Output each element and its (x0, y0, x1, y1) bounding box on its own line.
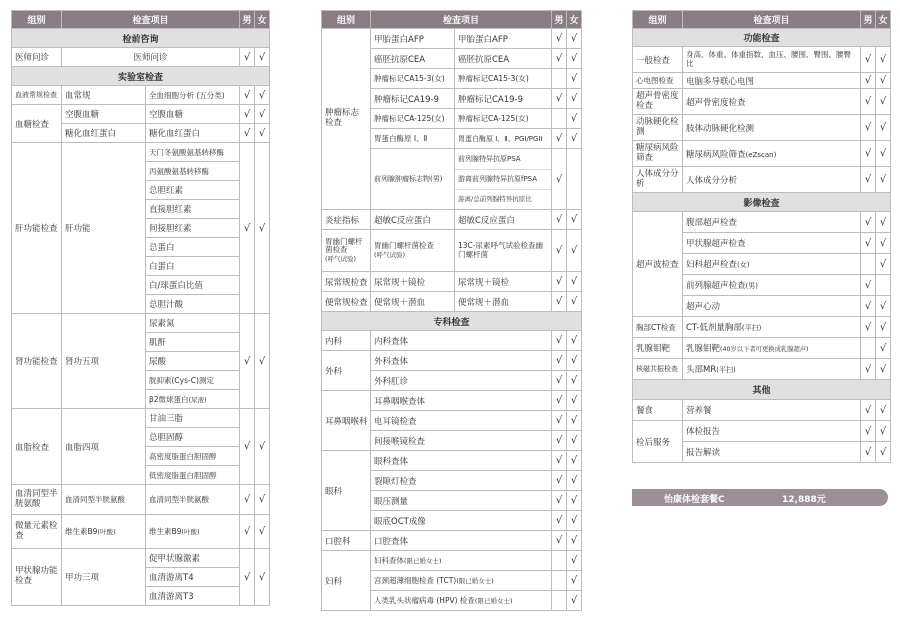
table-row: 糖化血红蛋白 糖化血红蛋白 √ √ (12, 124, 270, 143)
table-row: 胃幽门螺杆菌检查 (呼气试验) 胃幽门螺杆菌检查 (呼气试验) 13C-尿素呼气试验检查幽门螺杆菌 √ √ (322, 230, 582, 272)
header-male: 男 (240, 11, 255, 29)
header-female: 女 (255, 11, 270, 29)
table-header: 组别 检查项目 男 女 (633, 11, 891, 29)
table-row: 一般检查 身高、体重、体重指数、血压、腰围、臀围、腰臀比 √ √ (633, 47, 891, 73)
table-header (12, 11, 270, 29)
table-row: 动脉硬化检测 肢体动脉硬化检测 √ √ (633, 115, 891, 141)
table-row: 血清同型半胱氨酸 血清同型半胱氨酸 血清同型半胱氨酸 √ √ (12, 485, 270, 515)
table-row: 内科 内科查体 √ √ (322, 331, 582, 351)
table-row: 口腔科 口腔查体 √ √ (322, 531, 582, 551)
table-row: 炎症指标 超敏C反应蛋白 超敏C反应蛋白 √ √ (322, 210, 582, 230)
table-row: 外科 外科查体 √ √ (322, 351, 582, 371)
table-2: 组别 检查项目 男 女 肿瘤标志检查 甲胎蛋白AFP 甲胎蛋白AFP √ √ 癌胚抗原CEA 癌胚抗原CEA √ √ 肿瘤标记CA15-3(女) 肿瘤标记CA15-3(女) √ 肿瘤标记CA19-9 肿瘤标记CA19-9 √ √ 肿瘤标记CA-125(女) 肿瘤标记CA-125(女) √ 胃蛋白酶原 Ⅰ、Ⅱ 胃蛋白酶原 Ⅰ、Ⅱ、PGI/PGII √ √ 前列腺肿瘤标志物(男) 前列腺特异抗原PSA 游离前列腺特异抗原fPSA 游离/总前列腺特异抗原比 √ 炎症指标 超敏C反应蛋白 超敏C反应蛋白 √ √ 胃幽门螺杆菌检查 (呼气试验) 胃幽门螺杆菌检查 (呼气试验) 13C-尿素呼气试验检查幽门螺杆菌 √ √ 尿常规检查 尿常规＋镜检 尿常规＋镜检 √ √ 便常规检查 便常规＋潜血 便常规＋潜血 √ √ 专科检查 内科 内科查体 √ √ 外科 外科查体 √ √ 外科肛诊 √ √ 耳鼻咽喉科 耳鼻咽喉查体 √ √ 电耳镜检查 √ √ 间接喉镜检查 √ √ 眼科 眼科查体 √ √ 裂隙灯检查 √ √ 眼压测量 √ √ 眼底OCT成像 √ √ 口腔科 口腔查体 √ √ 妇科 妇科查体(限已婚女士) √ 宫颈超薄细胞检查 (TCT)(限已婚女士) √ 人类乳头状瘤病毒 (HPV) 检查(限已婚女士) √ (321, 10, 582, 611)
table-3: 组别 检查项目 男 女 功能检查 一般检查 身高、体重、体重指数、血压、腰围、臀围、腰臀比 √ √ 心电图检查 电脑多导联心电图 √ √ 超声骨密度检查 超声骨密度检查 √ √ 动脉硬化检测 肢体动脉硬化检测 √ √ 糖尿病风险筛查 糖尿病风险筛查(eZscan) √ √ 人体成分分析 人体成分分析 √ √ 影像检查 超声波检查 腹部超声检查 √ √ 甲状腺超声检查 √ √ 妇科超声检查(女) √ 前列腺超声检查(男) √ 超声心动 √ √ 胸部CT检查 CT-低剂量胸部(平扫) √ √ 乳腺钼靶 乳腺钼靶(40岁以下者可更换成乳腺超声) √ 核磁共振检查 头部MR(平扫) √ √ 其他 餐食 营养餐 √ √ 检后服务 体检报告 √ √ 报告解读 √ √ (632, 10, 891, 463)
table-row: 核磁共振检查 头部MR(平扫) √ √ (633, 359, 891, 380)
table-1: 组别 检查项目 男 女 检前咨询 医师问诊 医师问诊 √ √ 实验室检查 血液常规检查 血常规 全血细胞分析 (五分类) √ √ 血糖检查 空腹血糖 空腹血糖 √ √ 糖化血红蛋白 糖化血红蛋白 √ √ 肝功能检查 肝功能 天门冬氨酸氨基转移酶 √ √ 丙氨酸氨基转移酶 总胆红素 直接胆红素 间接胆红素 总蛋白 白蛋白 白/球蛋白比值 总胆汁酸 肾功能检查 肾功五项 尿素氮 √ √ 肌酐 尿酸 胱抑素(Cys-C)测定 β2微球蛋白(尿液) 血脂检查 血脂四项 甘油三脂 √ √ 总胆固醇 高密度脂蛋白胆固醇 低密度脂蛋白胆固醇 血清同型半胱氨酸 血清同型半胱氨酸 血清同型半胱氨酸 √ √ 微量元素检查 维生素B9(叶酸) 维生素B9(叶酸) √ √ 甲状腺功能检查 甲功三项 促甲状腺激素 √ √ 血清游离T4 血清游离T3 (11, 10, 270, 606)
table-row: 尿常规检查 尿常规＋镜检 尿常规＋镜检 √ √ (322, 272, 582, 292)
table-row: 医师问诊 医师问诊 √ √ (12, 48, 270, 67)
section-lab: 实验室检查 (12, 67, 270, 86)
table-row: 超声骨密度检查 超声骨密度检查 √ √ (633, 89, 891, 115)
section-specialist: 专科检查 (322, 312, 582, 331)
table-row: 微量元素检查 维生素B9(叶酸) 维生素B9(叶酸) √ √ (12, 515, 270, 549)
table-row: 肾功能检查 肾功五项 尿素氮 √ √ (12, 314, 270, 333)
table-row: 胸部CT检查 CT-低剂量胸部(平扫) √ √ (633, 317, 891, 338)
table-row: 心电图检查 电脑多导联心电图 √ √ (633, 73, 891, 89)
table-row: 人体成分分析 人体成分分析 √ √ (633, 167, 891, 193)
table-row: 超声波检查 腹部超声检查 √ √ (633, 212, 891, 233)
table-row: 妇科 妇科查体(限已婚女士) √ (322, 551, 582, 571)
table-row: 肝功能检查 肝功能 天门冬氨酸氨基转移酶 √ √ (12, 143, 270, 162)
header-group: 组别 (12, 11, 62, 29)
table-row: 乳腺钼靶 乳腺钼靶(40岁以下者可更换成乳腺超声) √ (633, 338, 891, 359)
package-banner (632, 489, 888, 506)
table-row: 血液常规检查 血常规 全血细胞分析 (五分类) √ √ (12, 86, 270, 105)
table-row: 血糖检查 空腹血糖 空腹血糖 √ √ (12, 105, 270, 124)
header-item: 检查项目 (62, 11, 240, 29)
table-row: 肿瘤标志检查 甲胎蛋白AFP 甲胎蛋白AFP √ √ (322, 29, 582, 49)
section-function: 功能检查 (633, 29, 891, 47)
package-name: 怡康体检套餐C (664, 495, 725, 505)
table-row: 餐食 营养餐 √ √ (633, 400, 891, 421)
section-pre-consult: 检前咨询 (12, 29, 270, 48)
table-row: 血脂检查 血脂四项 甘油三脂 √ √ (12, 409, 270, 428)
table-row: 糖尿病风险筛查 糖尿病风险筛查(eZscan) √ √ (633, 141, 891, 167)
section-imaging: 影像检查 (633, 193, 891, 212)
table-row: 眼科 眼科查体 √ √ (322, 451, 582, 471)
table-row: 检后服务 体检报告 √ √ (633, 421, 891, 442)
table-row: 甲状腺功能检查 甲功三项 促甲状腺激素 √ √ (12, 549, 270, 568)
package-price: 12,888元 (782, 495, 826, 505)
table-row: 耳鼻咽喉科 耳鼻咽喉查体 √ √ (322, 391, 582, 411)
section-other: 其他 (633, 380, 891, 400)
table-header: 组别 检查项目 男 女 (322, 11, 582, 29)
table-row: 便常规检查 便常规＋潜血 便常规＋潜血 √ √ (322, 292, 582, 312)
